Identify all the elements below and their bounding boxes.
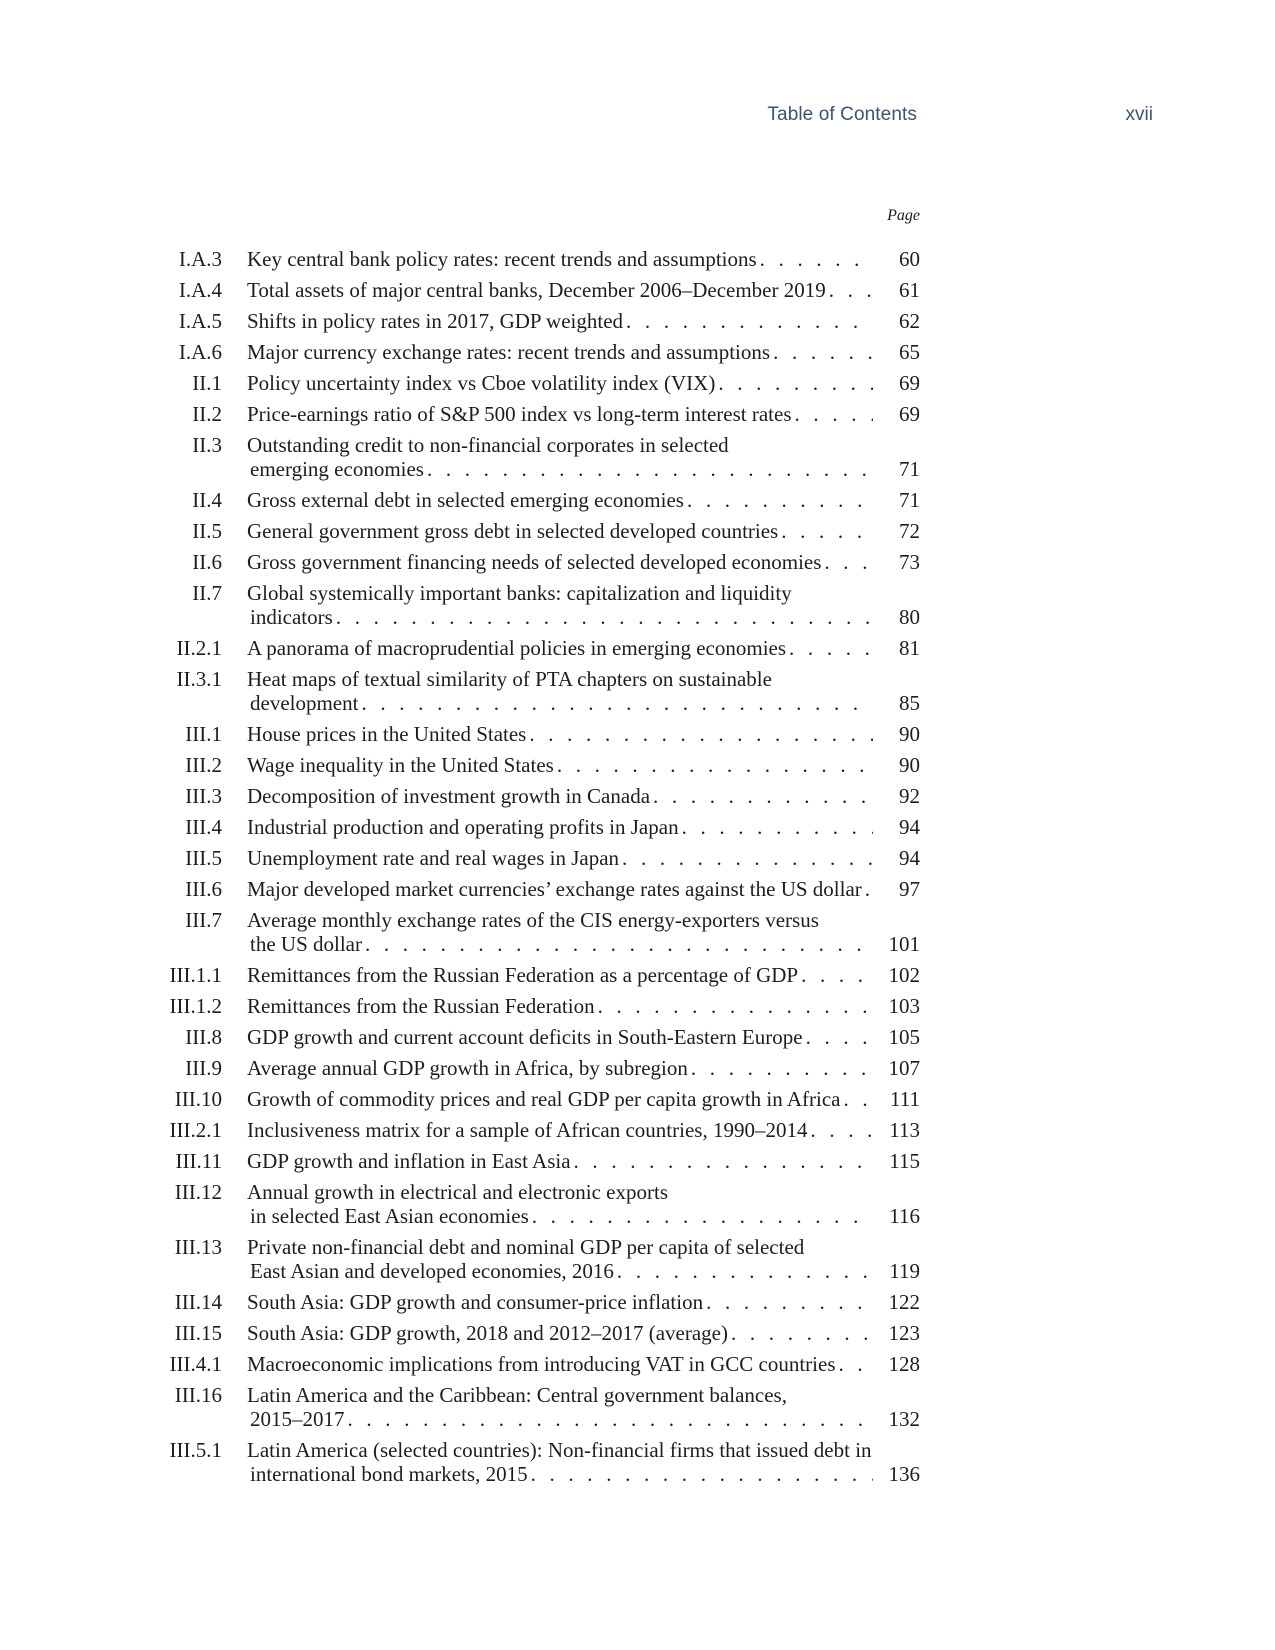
figure-title-text: General government gross debt in selected developed countries — [247, 519, 779, 543]
figure-title — [247, 1290, 873, 1314]
page-ref: 105 — [888, 1025, 920, 1049]
page-ref: 123 — [888, 1321, 920, 1345]
figure-title-text: international bond markets, 2015 — [250, 1462, 528, 1486]
figure-number: III.6 — [185, 877, 222, 901]
figure-title-text: East Asian and developed economies, 2016 — [250, 1259, 614, 1283]
dot-leader — [424, 457, 873, 481]
figure-number: II.3.1 — [176, 667, 222, 691]
figure-title-text: GDP growth and inflation in East Asia — [247, 1149, 571, 1173]
figure-title-text: 2015–2017 — [250, 1407, 345, 1431]
toc-entry[interactable] — [150, 433, 920, 481]
figure-number: I.A.3 — [178, 247, 222, 271]
figure-title — [247, 519, 873, 543]
figure-title-text: Average annual GDP growth in Africa, by subregion — [247, 1056, 688, 1080]
toc-entry[interactable] — [150, 247, 920, 271]
figure-title — [247, 1438, 873, 1486]
dot-leader — [571, 1149, 873, 1173]
figure-number: II.1 — [192, 371, 222, 395]
toc-entry[interactable] — [150, 1180, 920, 1228]
dot-leader — [619, 846, 873, 870]
dot-leader — [529, 1204, 873, 1228]
figure-title — [247, 994, 873, 1018]
figure-title — [247, 753, 873, 777]
dot-leader — [623, 309, 873, 333]
dot-leader — [826, 278, 873, 302]
dot-leader — [333, 605, 873, 629]
figure-number: III.9 — [185, 1056, 222, 1080]
running-header — [0, 104, 1275, 134]
figure-title-text: Growth of commodity prices and real GDP per capita growth in Africa — [247, 1087, 841, 1111]
dot-leader — [554, 753, 873, 777]
page-ref: 85 — [899, 691, 920, 715]
figure-number: I.A.6 — [178, 340, 222, 364]
figure-title-line: Private non-financial debt and nominal GDP per capita of selected — [247, 1235, 805, 1259]
figure-title — [247, 636, 873, 660]
page-ref: 111 — [890, 1087, 920, 1111]
figure-number: III.2.1 — [169, 1118, 222, 1142]
dot-leader — [358, 691, 873, 715]
dot-leader — [650, 784, 873, 808]
dot-leader — [840, 1087, 873, 1111]
dot-leader — [757, 247, 873, 271]
figure-title-text: Shifts in policy rates in 2017, GDP weighted — [247, 309, 624, 333]
figure-number: III.10 — [174, 1087, 222, 1111]
page-ref: 128 — [888, 1352, 920, 1376]
toc-entry[interactable] — [150, 1290, 920, 1314]
figure-title — [247, 1352, 873, 1376]
figure-title-text: Policy uncertainty index vs Cboe volatility index (VIX) — [247, 371, 716, 395]
figure-title-line: Latin America (selected countries): Non-financial firms that issued debt in — [247, 1438, 872, 1462]
figure-number: III.1 — [185, 722, 222, 746]
dot-leader — [786, 636, 873, 660]
figure-number: II.2.1 — [176, 636, 222, 660]
dot-leader — [798, 963, 873, 987]
toc-entry[interactable] — [150, 1118, 920, 1142]
toc-entry[interactable] — [150, 994, 920, 1018]
figure-number: III.1.2 — [169, 994, 222, 1018]
figure-number: II.6 — [192, 550, 222, 574]
page-ref: 90 — [899, 753, 920, 777]
figure-title-text: Unemployment rate and real wages in Japan — [247, 846, 620, 870]
dot-leader — [770, 340, 873, 364]
figure-title-text: South Asia: GDP growth, 2018 and 2012–2017 (average) — [247, 1321, 728, 1345]
section-title: Table of Contents — [767, 104, 917, 125]
toc-entry[interactable] — [150, 722, 920, 746]
figure-title-text: Major developed market currencies’ exchange rates against the US dollar — [247, 877, 862, 901]
dot-leader — [526, 722, 873, 746]
figure-title — [247, 1087, 873, 1111]
figure-title-line: Average monthly exchange rates of the CIS energy-exporters versus — [247, 908, 819, 932]
dot-leader — [862, 877, 873, 901]
figure-title — [247, 667, 873, 715]
toc-entry[interactable] — [150, 1056, 920, 1080]
dot-leader — [528, 1462, 873, 1486]
toc-entry[interactable] — [150, 1321, 920, 1345]
figure-title — [247, 1235, 873, 1283]
figure-number: II.2 — [192, 402, 222, 426]
figure-title-text: Macroeconomic implications from introducing VAT in GCC countries — [247, 1352, 836, 1376]
page-ref: 115 — [889, 1149, 920, 1173]
dot-leader — [595, 994, 873, 1018]
figure-title-text: emerging economies — [250, 457, 424, 481]
toc-entry[interactable] — [150, 488, 920, 512]
toc-entry[interactable] — [150, 908, 920, 956]
toc-entry[interactable] — [150, 846, 920, 870]
dot-leader — [807, 1118, 873, 1142]
figure-title — [247, 247, 873, 271]
figure-title — [247, 846, 873, 870]
toc-entry[interactable] — [150, 784, 920, 808]
page-ref: 116 — [889, 1204, 920, 1228]
figure-title — [247, 402, 873, 426]
figure-title-text: Industrial production and operating profits in Japan — [247, 815, 679, 839]
toc-entry[interactable] — [150, 1438, 920, 1486]
page-ref: 69 — [899, 402, 920, 426]
page-ref: 73 — [899, 550, 920, 574]
toc-entry[interactable] — [150, 815, 920, 839]
page-number: xvii — [1125, 104, 1153, 125]
figure-title-line: Latin America and the Caribbean: Central government balances, — [247, 1383, 787, 1407]
toc-entry[interactable] — [150, 1087, 920, 1111]
figure-title-text: in selected East Asian economies — [250, 1204, 529, 1228]
figure-number: III.11 — [175, 1149, 222, 1173]
figure-title — [247, 722, 873, 746]
toc-entry[interactable] — [150, 550, 920, 574]
page-column-label: Page — [887, 207, 920, 224]
figure-title-line: Global systemically important banks: capitalization and liquidity — [247, 581, 792, 605]
dot-leader — [362, 932, 873, 956]
figure-title — [247, 550, 873, 574]
figure-title — [247, 1056, 873, 1080]
figure-title — [247, 581, 873, 629]
dot-leader — [679, 815, 873, 839]
figure-title — [247, 815, 873, 839]
page-ref: 92 — [899, 784, 920, 808]
figure-number: III.5 — [185, 846, 222, 870]
figure-title — [247, 340, 873, 364]
figure-number: III.12 — [174, 1180, 222, 1204]
figure-title-text: Gross government financing needs of selected developed economies — [247, 550, 822, 574]
figure-title — [247, 1321, 873, 1345]
dot-leader — [821, 550, 873, 574]
toc-entry[interactable] — [150, 278, 920, 302]
page-ref: 94 — [899, 815, 920, 839]
page-ref: 94 — [899, 846, 920, 870]
dot-leader — [836, 1352, 873, 1376]
page-ref: 69 — [899, 371, 920, 395]
figure-number: III.4 — [185, 815, 222, 839]
page-ref: 81 — [899, 636, 920, 660]
page-ref: 90 — [899, 722, 920, 746]
toc-entry[interactable] — [150, 877, 920, 901]
figure-number: I.A.4 — [178, 278, 222, 302]
figure-number: III.2 — [185, 753, 222, 777]
figure-title — [247, 1025, 873, 1049]
figure-number: II.4 — [192, 488, 222, 512]
dot-leader — [688, 1056, 873, 1080]
figure-title — [247, 784, 873, 808]
page-ref: 113 — [889, 1118, 920, 1142]
toc-entry[interactable] — [150, 309, 920, 333]
page-ref: 65 — [899, 340, 920, 364]
figure-title — [247, 1118, 873, 1142]
figure-title-text: Major currency exchange rates: recent trends and assumptions — [247, 340, 771, 364]
page-ref: 61 — [899, 278, 920, 302]
figure-title-text: indicators — [250, 605, 333, 629]
dot-leader — [715, 371, 873, 395]
page-ref: 71 — [899, 488, 920, 512]
dot-leader — [728, 1321, 873, 1345]
dot-leader — [778, 519, 873, 543]
figure-title — [247, 309, 873, 333]
page-ref: 107 — [888, 1056, 920, 1080]
figure-title-text: GDP growth and current account deficits in South-Eastern Europe — [247, 1025, 803, 1049]
toc-entry[interactable] — [150, 1352, 920, 1376]
toc-entry[interactable] — [150, 340, 920, 364]
figure-number: II.7 — [192, 581, 222, 605]
figure-number: I.A.5 — [178, 309, 222, 333]
page-ref: 103 — [888, 994, 920, 1018]
figure-number: II.5 — [192, 519, 222, 543]
figure-number: III.3 — [185, 784, 222, 808]
figure-title — [247, 433, 873, 481]
dot-leader — [792, 402, 873, 426]
toc-entry[interactable] — [150, 581, 920, 629]
toc-entry[interactable] — [150, 519, 920, 543]
page-ref: 132 — [888, 1407, 920, 1431]
dot-leader — [345, 1407, 874, 1431]
figure-number: II.3 — [192, 433, 222, 457]
figure-title-text: Key central bank policy rates: recent trends and assumptions — [247, 247, 757, 271]
figure-title-line: Annual growth in electrical and electronic exports — [247, 1180, 669, 1204]
toc-entry[interactable] — [150, 963, 920, 987]
figure-title — [247, 1149, 873, 1173]
figure-title-text: the US dollar — [250, 932, 362, 956]
figure-number: III.16 — [174, 1383, 222, 1407]
dot-leader — [684, 488, 873, 512]
figure-title — [247, 1180, 873, 1228]
toc-entry[interactable] — [150, 667, 920, 715]
figure-title-line: Outstanding credit to non-financial corporates in selected — [247, 433, 729, 457]
figure-title-text: Wage inequality in the United States — [247, 753, 554, 777]
figure-title-text: Remittances from the Russian Federation as a percentage of GDP — [247, 963, 799, 987]
figure-title — [247, 488, 873, 512]
figure-title-text: House prices in the United States — [247, 722, 527, 746]
toc-entry[interactable] — [150, 371, 920, 395]
dot-leader — [703, 1290, 873, 1314]
figure-title-text: Remittances from the Russian Federation — [247, 994, 595, 1018]
figure-number: III.7 — [185, 908, 222, 932]
figure-title — [247, 877, 873, 901]
figure-title-text: South Asia: GDP growth and consumer-price inflation — [247, 1290, 704, 1314]
page-ref: 62 — [899, 309, 920, 333]
page-ref: 97 — [899, 877, 920, 901]
page-ref: 80 — [899, 605, 920, 629]
figure-title-text: Gross external debt in selected emerging economies — [247, 488, 684, 512]
page-ref: 101 — [888, 932, 920, 956]
figure-number: III.4.1 — [169, 1352, 222, 1376]
toc-entry[interactable] — [150, 1235, 920, 1283]
toc-entry[interactable] — [150, 1025, 920, 1049]
table-of-figures — [150, 247, 920, 1493]
figure-title-text: Decomposition of investment growth in Canada — [247, 784, 651, 808]
figure-title-text: Total assets of major central banks, December 2006–December 2019 — [247, 278, 826, 302]
toc-entry[interactable] — [150, 636, 920, 660]
figure-number: III.1.1 — [169, 963, 222, 987]
page-ref: 71 — [899, 457, 920, 481]
figure-title-line: Heat maps of textual similarity of PTA chapters on sustainable — [247, 667, 772, 691]
figure-number: III.13 — [174, 1235, 222, 1259]
toc-entry[interactable] — [150, 1149, 920, 1173]
figure-number: III.5.1 — [169, 1438, 222, 1462]
figure-title-text: Inclusiveness matrix for a sample of African countries, 1990–2014 — [247, 1118, 808, 1142]
figure-title — [247, 908, 873, 956]
figure-title — [247, 371, 873, 395]
figure-title — [247, 1383, 873, 1431]
toc-entry[interactable] — [150, 402, 920, 426]
figure-title — [247, 963, 873, 987]
page-ref: 102 — [888, 963, 920, 987]
figure-title-text: development — [250, 691, 359, 715]
figure-number: III.15 — [174, 1321, 222, 1345]
figure-number: III.14 — [174, 1290, 222, 1314]
page-ref: 119 — [889, 1259, 920, 1283]
dot-leader — [803, 1025, 873, 1049]
figure-title-text: Price-earnings ratio of S&P 500 index vs long-term interest rates — [247, 402, 792, 426]
page-ref: 122 — [888, 1290, 920, 1314]
page-ref: 136 — [888, 1462, 920, 1486]
toc-entry[interactable] — [150, 1383, 920, 1431]
page-ref: 60 — [899, 247, 920, 271]
figure-title — [247, 278, 873, 302]
page-ref: 72 — [899, 519, 920, 543]
figure-number: III.8 — [185, 1025, 222, 1049]
figure-title-text: A panorama of macroprudential policies in emerging economies — [247, 636, 787, 660]
toc-entry[interactable] — [150, 753, 920, 777]
dot-leader — [614, 1259, 873, 1283]
